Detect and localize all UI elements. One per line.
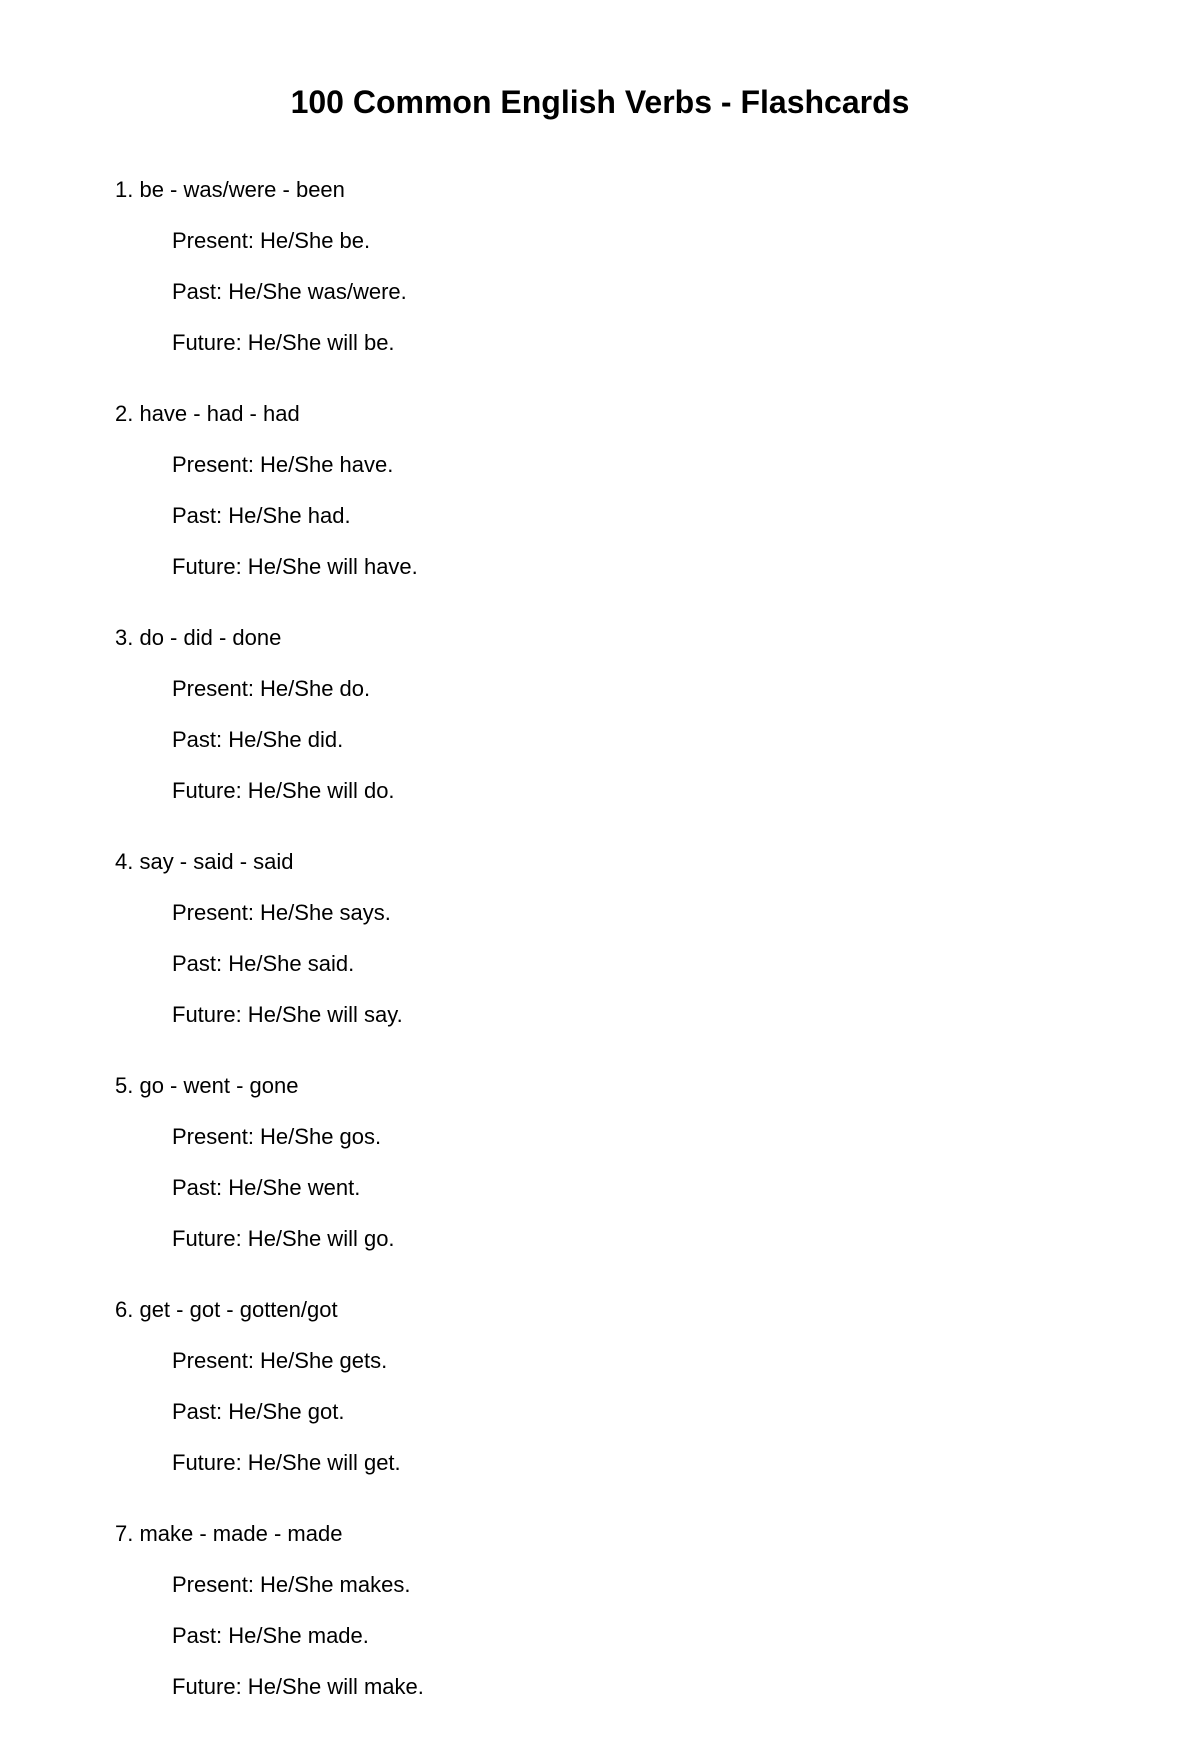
verb-entry: [115, 848, 1115, 1072]
present-tense-line: Present: He/She makes.: [172, 1572, 411, 1597]
present-tense-line: Present: He/She do.: [172, 676, 371, 701]
verb-heading: 3. do - did - done: [115, 625, 282, 650]
past-tense-line: Past: He/She made.: [172, 1623, 369, 1648]
future-tense-line: Future: He/She will have.: [172, 554, 418, 579]
past-tense-line: Past: He/She did.: [172, 727, 344, 752]
verb-entry: [115, 624, 1115, 848]
present-tense-line: Present: He/She gets.: [172, 1348, 388, 1373]
future-tense-line: Future: He/She will be.: [172, 330, 395, 355]
verb-heading: 6. get - got - gotten/got: [115, 1297, 338, 1322]
present-tense-line: Present: He/She be.: [172, 228, 371, 253]
past-tense-line: Past: He/She went.: [172, 1175, 361, 1200]
future-tense-line: Future: He/She will go.: [172, 1226, 395, 1251]
page-title: 100 Common English Verbs - Flashcards: [290, 84, 910, 120]
verb-heading: 7. make - made - made: [115, 1521, 343, 1546]
future-tense-line: Future: He/She will say.: [172, 1002, 403, 1027]
present-tense-line: Present: He/She have.: [172, 452, 394, 477]
verb-heading: 2. have - had - had: [115, 401, 300, 426]
past-tense-line: Past: He/She got.: [172, 1399, 345, 1424]
verb-entry: [115, 176, 1115, 400]
present-tense-line: Present: He/She gos.: [172, 1124, 382, 1149]
verb-heading: 5. go - went - gone: [115, 1073, 299, 1098]
future-tense-line: Future: He/She will get.: [172, 1450, 401, 1475]
verb-entry: [115, 1296, 1115, 1520]
present-tense-line: Present: He/She says.: [172, 900, 391, 925]
verb-heading: 1. be - was/were - been: [115, 177, 345, 202]
verb-list: [115, 176, 1115, 1744]
past-tense-line: Past: He/She was/were.: [172, 279, 407, 304]
verb-heading: 4. say - said - said: [115, 849, 294, 874]
verb-entry: [115, 1520, 1115, 1744]
verb-entry: [115, 400, 1115, 624]
past-tense-line: Past: He/She had.: [172, 503, 351, 528]
past-tense-line: Past: He/She said.: [172, 951, 355, 976]
future-tense-line: Future: He/She will make.: [172, 1674, 424, 1699]
future-tense-line: Future: He/She will do.: [172, 778, 395, 803]
verb-entry: [115, 1072, 1115, 1296]
